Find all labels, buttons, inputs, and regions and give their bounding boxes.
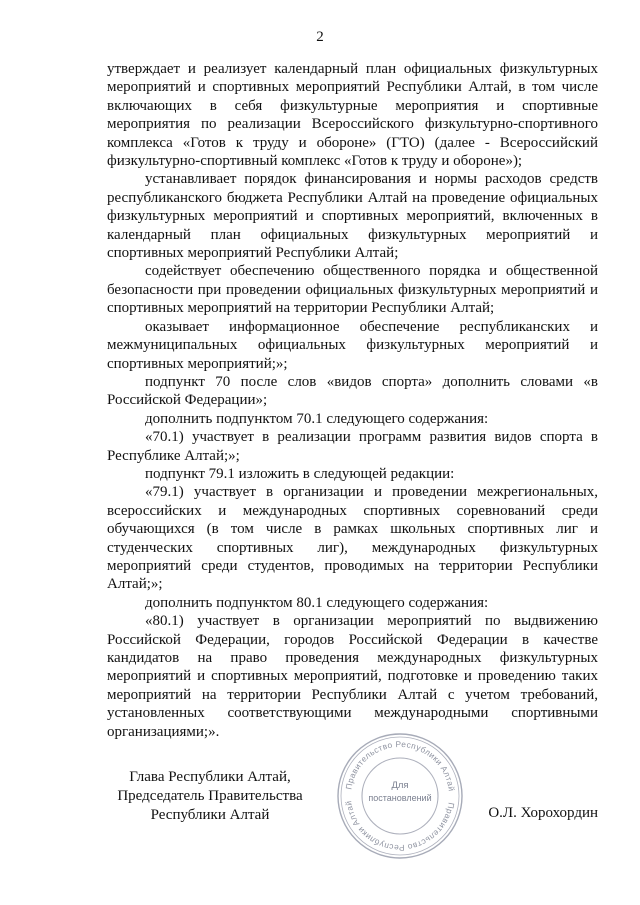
svg-text:Правительство Республики Алтай: Правительство Республики Алтай xyxy=(343,738,457,793)
paragraph: оказывает информационное обеспечение республиканских и межмуниципальных официальных физкультурных мероприятий и спортивных мероприятий;»; xyxy=(107,318,598,372)
stamp-seal-icon xyxy=(334,730,466,862)
signer-title-line: Глава Республики Алтай, xyxy=(129,769,291,785)
paragraph: подпункт 79.1 изложить в следующей редакции: xyxy=(145,465,455,482)
official-stamp xyxy=(334,730,466,862)
svg-text:Правительство Республики Алтай: Правительство Республики Алтай xyxy=(343,799,457,854)
paragraph: «70.1) участвует в реализации программ развития видов спорта в Республике Алтай;»; xyxy=(107,429,598,464)
paragraph: дополнить подпунктом 80.1 следующего содержания: xyxy=(145,594,489,611)
signer-name: О.Л. Хорохордин xyxy=(488,805,598,821)
paragraph: «80.1) участвует в организации мероприятий по выдвижению Российской Федерации, городов Российской Федерации в качестве кандидатов на право проведения международных физкультурных мероприятий и спортивных мероприятий, подготовке и проведению таких мероприятий на территории Республики Алтай с учетом требований, установленных соответствующими международными спортивными организациями;». xyxy=(107,613,598,740)
paragraph: утверждает и реализует календарный план официальных физкультурных мероприятий и спортивных мероприятий Республики Алтай, в том числе включающих в себя физкультурные мероприятия и спортивные мероприятия по реализации Всероссийского физкультурно-спортивного комплекса «Готов к труду и обороне» (ГТО) (далее - Всероссийский физкультурно-спортивный комплекс «Готов к труду и обороне»); xyxy=(107,61,598,170)
paragraph: устанавливает порядок финансирования и нормы расходов средств республиканского бюджета Республики Алтай на проведение официальных физкультурных мероприятий и спортивных мероприятий, включенных в календарный план официальных физкультурных мероприятий и спортивных мероприятий Республики Алтай; xyxy=(107,171,598,262)
paragraph: подпункт 70 после слов «видов спорта» дополнить словами «в Российской Федерации»; xyxy=(107,373,598,409)
svg-text:Для: Для xyxy=(391,780,409,791)
svg-text:постановлений: постановлений xyxy=(368,793,432,803)
paragraph: «79.1) участвует в организации и проведении межрегиональных, всероссийских и международных спортивных соревнований среди обучающихся (в том числе в рамках школьных спортивных лиг и студенческих спортивных лиг), международных физкультурных мероприятий среди студентов, проводимых на территории Республики Алтай;»; xyxy=(107,484,598,593)
paragraph: дополнить подпунктом 70.1 следующего содержания: xyxy=(145,410,489,427)
document-body xyxy=(107,60,598,741)
signer-title-line: Председатель Правительства xyxy=(117,788,303,804)
signer-title-line: Республики Алтай xyxy=(150,807,270,823)
signer-title xyxy=(107,768,313,825)
page-number: 2 xyxy=(316,29,324,45)
paragraph: содействует обеспечению общественного порядка и общественной безопасности при проведении официальных физкультурных мероприятий и спортивных мероприятий на территории Республики Алтай; xyxy=(107,263,598,317)
